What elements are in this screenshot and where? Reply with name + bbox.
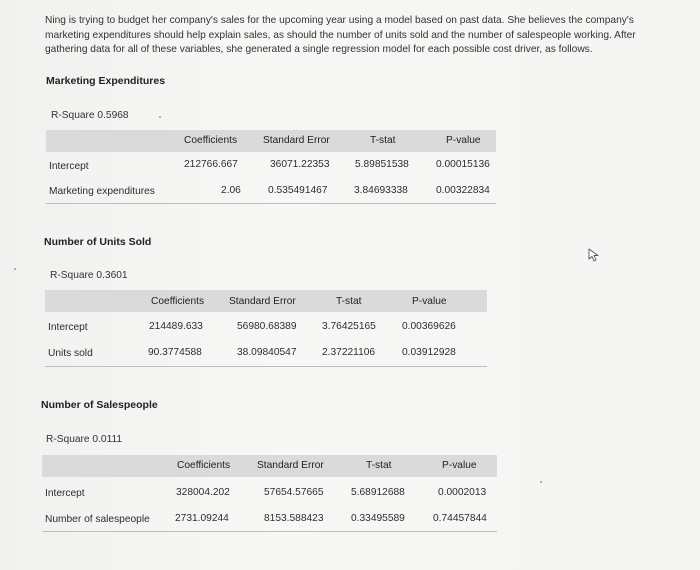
se-value: 8153.588423 xyxy=(264,513,324,524)
speck xyxy=(159,116,161,118)
p-value: 0.00322834 xyxy=(436,185,490,196)
se-value: 0.535491467 xyxy=(268,185,328,196)
p-value: 0.00369626 xyxy=(402,321,456,332)
header-standard-error: Standard Error xyxy=(263,135,330,146)
p-value: 0.74457844 xyxy=(433,513,487,524)
header-coefficients: Coefficients xyxy=(177,460,231,471)
header-t-stat: T-stat xyxy=(336,296,362,307)
p-value: 0.00015136 xyxy=(436,159,490,170)
r-square-salespeople: R-Square 0.0111 xyxy=(46,434,123,445)
se-value: 38.09840547 xyxy=(237,347,297,358)
speck xyxy=(540,481,542,483)
p-value: 0.0002013 xyxy=(438,487,487,498)
row-label: Number of salespeople xyxy=(45,514,150,525)
coef-value: 212766.667 xyxy=(184,159,238,170)
t-value: 5.89851538 xyxy=(355,159,409,170)
se-value: 56980.68389 xyxy=(237,321,297,332)
coef-value: 90.3774588 xyxy=(148,347,202,358)
row-label: Intercept xyxy=(49,161,89,172)
header-p-value: P-value xyxy=(442,460,477,471)
header-p-value: P-value xyxy=(412,296,447,307)
r-square-units: R-Square 0.3601 xyxy=(50,270,128,281)
header-coefficients: Coefficients xyxy=(151,296,205,307)
table-bottom-rule xyxy=(45,366,487,367)
t-value: 3.84693338 xyxy=(354,185,408,196)
row-label: Intercept xyxy=(48,322,88,333)
p-value: 0.03912928 xyxy=(402,347,456,358)
row-label: Units sold xyxy=(48,348,93,359)
coef-value: 214489.633 xyxy=(149,321,203,332)
header-t-stat: T-stat xyxy=(366,460,392,471)
coef-value: 2731.09244 xyxy=(175,513,229,524)
r-square-marketing: R-Square 0.5968 xyxy=(51,110,129,121)
t-value: 5.68912688 xyxy=(351,487,405,498)
problem-statement: Ning is trying to budget her company's sales for the upcoming year using a model based on past data. She believes the company's marketing expenditures should help explain sales, as should the number of units sold and the number of salespeople working. After gathering data for all of these variables, she generated a single regression model for each possible cost driver, as follows. xyxy=(45,15,636,56)
table-bottom-rule xyxy=(42,531,497,532)
section-heading-salespeople: Number of Salespeople xyxy=(41,399,158,411)
se-value: 57654.57665 xyxy=(264,487,324,498)
header-standard-error: Standard Error xyxy=(229,296,296,307)
coef-value: 2.06 xyxy=(221,185,241,196)
section-heading-units: Number of Units Sold xyxy=(44,236,152,248)
row-label: Intercept xyxy=(45,488,85,499)
section-heading-marketing: Marketing Expenditures xyxy=(46,75,166,87)
t-value: 3.76425165 xyxy=(322,321,376,332)
speck xyxy=(14,268,16,270)
header-coefficients: Coefficients xyxy=(184,135,238,146)
header-p-value: P-value xyxy=(446,135,481,146)
t-value: 2.37221106 xyxy=(322,347,376,358)
header-t-stat: T-stat xyxy=(370,135,396,146)
table-bottom-rule xyxy=(46,203,496,204)
mouse-pointer-icon xyxy=(588,248,600,262)
t-value: 0.33495589 xyxy=(351,513,405,524)
se-value: 36071.22353 xyxy=(270,159,330,170)
coef-value: 328004.202 xyxy=(176,487,230,498)
row-label: Marketing expenditures xyxy=(49,186,155,197)
header-standard-error: Standard Error xyxy=(257,460,324,471)
